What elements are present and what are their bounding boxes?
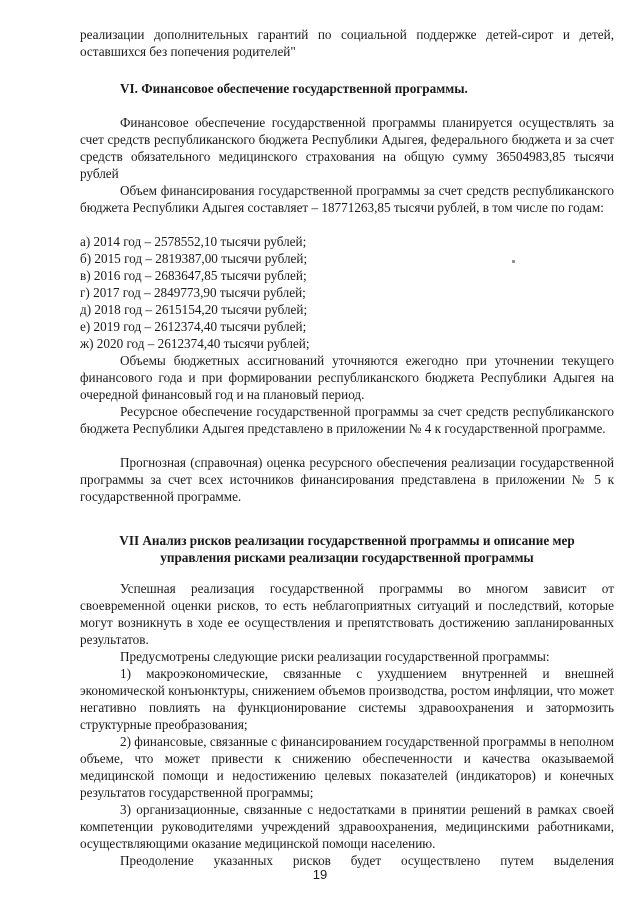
section-6-paragraph-3: Объемы бюджетных ассигнований уточняются ежегодно при уточнении текущего финансового года и при формировании республиканского бюджета Республики Адыгея на очередной финансовый год и на плановый период. xyxy=(80,353,614,402)
section-6-paragraph-4: Ресурсное обеспечение государственной программы за счет средств республиканского бюджета Республики Адыгея представлено в приложении № 4 к государственной программе. xyxy=(80,404,614,436)
section-7-heading-line-1: VII Анализ рисков реализации государственной программы и описание мер xyxy=(119,533,575,548)
risk-item-organizational: 3) организационные, связанные с недостатками в принятии решений в рамках своей компетенции руководителями учреждений здравоохранения, медицинскими работниками, осуществляющими оказание медицинской помощи населению. xyxy=(80,802,614,851)
risk-item-financial: 2) финансовые, связанные с финансированием государственной программы в неполном объеме, что может привести к снижению обеспеченности и качества оказываемой медицинской помощи и недостижению целевых показателей (индикаторов) и конечных результатов государственной программы; xyxy=(80,734,614,800)
section-6-paragraph-1: Финансовое обеспечение государственной программы планируется осуществлять за счет средств республиканского бюджета Республики Адыгея, федерального бюджета и за счет средств обязательного медицинского страхования на общую сумму 36504983,85 тысячи рублей xyxy=(80,115,614,181)
section-7-paragraph-1: Успешная реализация государственной программы во многом зависит от своевременной оценки рисков, то есть неблагоприятных ситуаций и последствий, которые могут возникнуть в ходе ее осуществления и препятствовать достижению запланированных результатов. xyxy=(80,581,614,647)
section-7-heading-line-2: управления рисками реализации государственной программы xyxy=(160,550,534,565)
year-item: г) 2017 год – 2849773,90 тысячи рублей; xyxy=(80,285,306,300)
section-6-paragraph-2: Объем финансирования государственной программы за счет средств республиканского бюджета Республики Адыгея составляет – 18771263,85 тысячи рублей, в том числе по годам: xyxy=(80,183,614,215)
year-list xyxy=(80,233,614,352)
year-item: ж) 2020 год – 2612374,40 тысячи рублей; xyxy=(80,336,310,351)
page-number: 19 xyxy=(312,867,328,882)
section-7-paragraph-last: Преодоление указанных рисков будет осуществлено путем выделения xyxy=(120,853,614,868)
top-fragment: реализации дополнительных гарантий по социальной поддержке детей-сирот и детей, оставшихся без попечения родителей" xyxy=(80,27,614,59)
year-item: в) 2016 год – 2683647,85 тысячи рублей; xyxy=(80,268,307,283)
risk-item-macroeconomic: 1) макроэкономические, связанные с ухудшением внутренней и внешней экономической конъюнктуры, снижением объемов производства, ростом инфляции, что может негативно повлиять на функционирование системы здравоохранения и затормозить структурные преобразования; xyxy=(80,666,614,732)
section-6-paragraph-5: Прогнозная (справочная) оценка ресурсного обеспечения реализации государственной программы за счет всех источников финансирования представлена в приложении № 5 к государственной программе. xyxy=(80,455,614,504)
section-7-paragraph-2: Предусмотрены следующие риски реализации государственной программы: xyxy=(120,649,550,664)
year-item: б) 2015 год – 2819387,00 тысячи рублей; xyxy=(80,251,308,266)
year-item: а) 2014 год – 2578552,10 тысячи рублей; xyxy=(80,234,307,249)
section-6-heading: VI. Финансовое обеспечение государственной программы. xyxy=(120,81,468,96)
scan-speck xyxy=(512,260,515,263)
year-item: е) 2019 год – 2612374,40 тысячи рублей; xyxy=(80,319,307,334)
year-item: д) 2018 год – 2615154,20 тысячи рублей; xyxy=(80,302,308,317)
